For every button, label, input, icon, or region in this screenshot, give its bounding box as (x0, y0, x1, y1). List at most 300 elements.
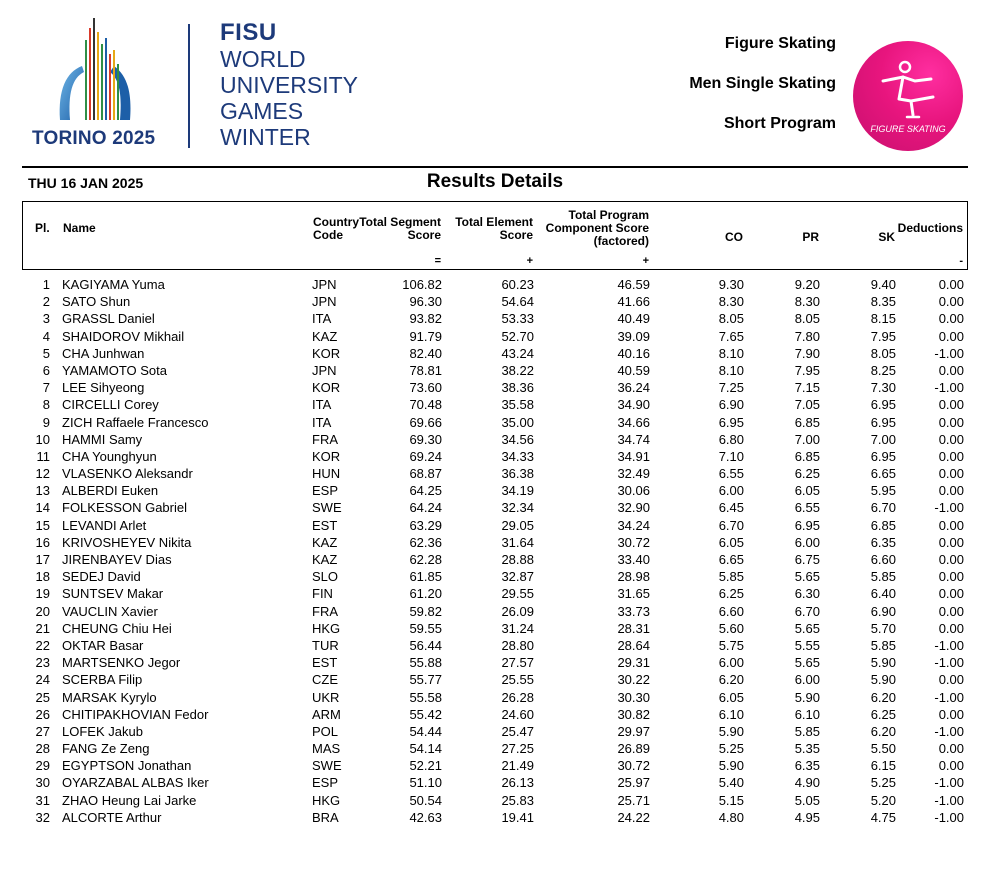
event-info (689, 32, 836, 152)
cell-place: 1 (42, 277, 50, 292)
cell-tes: 43.24 (501, 345, 534, 361)
cell-deductions: 0.00 (938, 277, 964, 292)
event-name: Men Single Skating (689, 75, 836, 92)
cell-place: 17 (35, 552, 50, 567)
col-country: Country Code (313, 215, 359, 242)
cell-tss: 63.29 (409, 517, 442, 533)
cell-co: 6.05 (718, 534, 744, 550)
cell-sk: 7.00 (870, 431, 896, 447)
cell-pr: 6.00 (794, 672, 820, 688)
table-row (22, 362, 968, 379)
table-row (22, 517, 968, 534)
cell-place: 4 (42, 328, 50, 344)
cell-co: 5.90 (718, 758, 744, 774)
cell-place: 26 (35, 706, 50, 722)
cell-deductions: 0.00 (938, 328, 964, 344)
cell-tss: 64.25 (409, 483, 442, 499)
cell-place: 3 (42, 311, 50, 327)
cell-tes: 32.87 (501, 569, 534, 585)
cell-pr: 5.35 (794, 741, 820, 757)
cell-name: HAMMI Samy (62, 431, 143, 447)
cell-tss: 62.36 (409, 534, 442, 550)
cell-pcs: 30.22 (617, 672, 650, 688)
sign-pcs: + (642, 255, 649, 267)
cell-place: 24 (35, 672, 50, 688)
cell-deductions: 0.00 (938, 603, 964, 619)
cell-pcs: 30.72 (617, 758, 650, 774)
cell-tes: 38.22 (501, 362, 534, 378)
cell-tes: 26.09 (501, 603, 534, 619)
cell-deductions: 0.00 (938, 741, 964, 757)
cell-tes: 25.83 (501, 792, 534, 808)
cell-tes: 26.13 (501, 775, 534, 791)
cell-pcs: 40.49 (617, 311, 650, 327)
cell-pcs: 28.98 (617, 569, 650, 585)
cell-tss: 78.81 (409, 362, 442, 378)
cell-tes: 32.34 (501, 500, 534, 516)
cell-pr: 5.65 (794, 569, 820, 585)
cell-place: 8 (42, 397, 50, 413)
table-row (22, 585, 968, 602)
table-header (22, 201, 968, 270)
cell-pr: 6.30 (794, 586, 820, 602)
cell-tes: 34.56 (501, 431, 534, 447)
fisu-line-games: GAMES (220, 98, 304, 124)
fisu-logo (220, 20, 358, 150)
cell-co: 8.30 (718, 294, 744, 310)
col-name: Name (63, 221, 96, 235)
cell-sk: 5.85 (870, 569, 896, 585)
figure-skating-badge (853, 41, 963, 151)
cell-name: CHEUNG Chiu Hei (62, 620, 172, 636)
torino-2025-text: TORINO 2025 (32, 128, 156, 149)
cell-tes: 29.55 (501, 586, 534, 602)
cell-deductions: -1.00 (934, 637, 964, 653)
table-row (22, 740, 968, 757)
cell-sk: 6.20 (870, 689, 896, 705)
cell-name: MARTSENKO Jegor (62, 655, 181, 671)
cell-tss: 62.28 (409, 552, 442, 567)
cell-pr: 5.90 (794, 689, 820, 705)
table-row (22, 534, 968, 551)
sport-name: Figure Skating (724, 35, 836, 52)
cell-sk: 6.85 (870, 517, 896, 533)
cell-tes: 53.33 (501, 311, 534, 327)
cell-tes: 36.38 (501, 466, 534, 482)
cell-country: KAZ (312, 552, 338, 567)
cell-sk: 5.90 (870, 672, 896, 688)
cell-co: 7.25 (718, 380, 744, 396)
table-row (22, 396, 968, 413)
cell-sk: 9.40 (870, 277, 896, 292)
cell-country: ITA (312, 311, 332, 327)
cell-tes: 29.05 (501, 517, 534, 533)
cell-co: 6.05 (718, 689, 744, 705)
cell-place: 15 (35, 517, 50, 533)
cell-place: 6 (42, 362, 50, 378)
cell-pcs: 30.06 (617, 483, 650, 499)
table-row (22, 792, 968, 809)
cell-name: LOFEK Jakub (62, 723, 143, 739)
cell-place: 13 (35, 483, 50, 499)
cell-pr: 5.85 (794, 723, 820, 739)
cell-country: ITA (312, 397, 332, 413)
cell-sk: 6.70 (870, 500, 896, 516)
cell-pcs: 26.89 (617, 741, 650, 757)
table-row (22, 431, 968, 448)
event-date: THU 16 JAN 2025 (28, 175, 144, 191)
cell-co: 6.00 (718, 483, 744, 499)
cell-tes: 31.64 (501, 534, 534, 550)
cell-pr: 6.85 (794, 414, 820, 430)
cell-place: 14 (35, 500, 50, 516)
cell-tss: 96.30 (409, 294, 442, 310)
cell-tes: 34.33 (501, 448, 534, 464)
cell-pr: 7.95 (794, 362, 820, 378)
cell-tes: 21.49 (501, 758, 534, 774)
col-sk: SK (878, 230, 895, 244)
cell-co: 8.05 (718, 311, 744, 327)
cell-tss: 69.66 (409, 414, 442, 430)
cell-name: LEVANDI Arlet (62, 517, 147, 533)
fisu-line-university: UNIVERSITY (220, 72, 359, 98)
col-deductions: Deductions (897, 221, 963, 235)
cell-place: 10 (35, 431, 50, 447)
sign-ded: - (959, 255, 963, 267)
cell-country: FRA (312, 603, 338, 619)
fisu-line-world: WORLD (220, 46, 306, 72)
cell-pcs: 40.59 (617, 362, 650, 378)
cell-country: HKG (312, 792, 341, 808)
cell-tss: 106.82 (402, 277, 442, 292)
cell-co: 4.80 (718, 809, 744, 825)
cell-co: 7.10 (718, 448, 744, 464)
cell-tes: 52.70 (501, 328, 534, 344)
cell-deductions: 0.00 (938, 706, 964, 722)
cell-country: ARM (312, 706, 341, 722)
cell-tes: 27.57 (501, 655, 534, 671)
cell-deductions: 0.00 (938, 448, 964, 464)
cell-tss: 93.82 (409, 311, 442, 327)
cell-deductions: -1.00 (934, 380, 964, 396)
cell-tss: 69.30 (409, 431, 442, 447)
cell-place: 29 (35, 758, 50, 774)
cell-name: FOLKESSON Gabriel (62, 500, 187, 516)
cell-place: 22 (35, 637, 50, 653)
cell-tss: 91.79 (409, 328, 442, 344)
cell-deductions: 0.00 (938, 431, 964, 447)
cell-name: KRIVOSHEYEV Nikita (62, 534, 192, 550)
cell-place: 28 (35, 741, 50, 757)
cell-country: FRA (312, 431, 338, 447)
cell-country: UKR (312, 689, 340, 705)
cell-tss: 64.24 (409, 500, 442, 516)
cell-pcs: 32.90 (617, 500, 650, 516)
cell-deductions: 0.00 (938, 586, 964, 602)
cell-name: GRASSL Daniel (62, 311, 155, 327)
cell-pr: 6.70 (794, 603, 820, 619)
cell-place: 21 (35, 620, 50, 636)
cell-pcs: 34.24 (617, 517, 650, 533)
table-row (22, 310, 968, 327)
cell-country: FIN (312, 586, 333, 602)
cell-sk: 8.35 (870, 294, 896, 310)
table-row (22, 551, 968, 568)
cell-sk: 4.75 (870, 809, 896, 825)
cell-tes: 35.58 (501, 397, 534, 413)
cell-pr: 8.30 (794, 294, 820, 310)
table-row (22, 345, 968, 362)
table-row (22, 482, 968, 499)
cell-pr: 6.95 (794, 517, 820, 533)
cell-co: 5.15 (718, 792, 744, 808)
cell-sk: 5.20 (870, 792, 896, 808)
cell-name: JIRENBAYEV Dias (62, 552, 172, 567)
cell-co: 8.10 (718, 345, 744, 361)
cell-sk: 6.95 (870, 397, 896, 413)
cell-deductions: 0.00 (938, 672, 964, 688)
cell-pcs: 25.71 (617, 792, 650, 808)
cell-pr: 6.85 (794, 448, 820, 464)
cell-place: 12 (35, 466, 50, 482)
cell-country: POL (312, 723, 339, 739)
cell-sk: 8.25 (870, 362, 896, 378)
cell-deductions: 0.00 (938, 620, 964, 636)
cell-tss: 59.55 (409, 620, 442, 636)
cell-tes: 25.47 (501, 723, 534, 739)
cell-name: SEDEJ David (62, 569, 141, 585)
table-row (22, 671, 968, 688)
cell-pcs: 28.64 (617, 637, 650, 653)
cell-deductions: -1.00 (934, 723, 964, 739)
cell-tes: 34.19 (501, 483, 534, 499)
cell-sk: 8.05 (870, 345, 896, 361)
cell-sk: 5.85 (870, 637, 896, 653)
table-row (22, 448, 968, 465)
cell-country: ESP (312, 775, 339, 791)
cell-sk: 5.25 (870, 775, 896, 791)
page-title: Results Details (426, 171, 564, 192)
fisu-line-winter: WINTER (220, 124, 311, 150)
cell-pr: 7.90 (794, 345, 820, 361)
cell-country: ESP (312, 483, 339, 499)
cell-name: OKTAR Basar (62, 637, 144, 653)
table-row (22, 723, 968, 740)
cell-tes: 60.23 (501, 277, 534, 292)
cell-pcs: 36.24 (617, 380, 650, 396)
cell-pcs: 33.40 (617, 552, 650, 567)
cell-deductions: 0.00 (938, 569, 964, 585)
cell-tss: 68.87 (409, 466, 442, 482)
cell-name: SHAIDOROV Mikhail (62, 328, 185, 344)
cell-pr: 6.25 (794, 466, 820, 482)
cell-deductions: 0.00 (938, 517, 964, 533)
cell-name: ALCORTE Arthur (62, 809, 162, 825)
cell-pcs: 29.97 (617, 723, 650, 739)
cell-place: 20 (35, 603, 50, 619)
cell-tes: 54.64 (501, 294, 534, 310)
table-row (22, 637, 968, 654)
col-total-element-score: Total Element Score (455, 215, 533, 242)
table-row (22, 706, 968, 723)
cell-tes: 38.36 (501, 380, 534, 396)
cell-co: 6.65 (718, 552, 744, 567)
cell-name: CHA Junhwan (62, 345, 145, 361)
cell-pr: 6.00 (794, 534, 820, 550)
cell-tes: 26.28 (501, 689, 534, 705)
cell-country: HKG (312, 620, 341, 636)
cell-co: 5.85 (718, 569, 744, 585)
cell-name: SUNTSEV Makar (62, 586, 164, 602)
cell-sk: 5.50 (870, 741, 896, 757)
cell-tes: 28.80 (501, 637, 534, 653)
cell-co: 6.80 (718, 431, 744, 447)
cell-co: 6.45 (718, 500, 744, 516)
cell-pcs: 41.66 (617, 294, 650, 310)
table-row (22, 379, 968, 396)
cell-deductions: -1.00 (934, 500, 964, 516)
cell-country: CZE (312, 672, 338, 688)
cell-tes: 24.60 (501, 706, 534, 722)
cell-co: 5.60 (718, 620, 744, 636)
col-program-component-score: Total Program Component Score (factored) (545, 208, 649, 248)
col-pl: Pl. (35, 221, 50, 235)
cell-co: 6.10 (718, 706, 744, 722)
table-row (22, 328, 968, 345)
cell-place: 16 (35, 534, 50, 550)
cell-tes: 35.00 (501, 414, 534, 430)
cell-pcs: 24.22 (617, 809, 650, 825)
cell-pcs: 30.82 (617, 706, 650, 722)
cell-co: 6.95 (718, 414, 744, 430)
cell-deductions: -1.00 (934, 655, 964, 671)
cell-place: 9 (42, 414, 50, 430)
cell-place: 5 (42, 345, 50, 361)
cell-name: ZICH Raffaele Francesco (62, 414, 209, 430)
cell-pcs: 34.74 (617, 431, 650, 447)
cell-sk: 6.95 (870, 448, 896, 464)
cell-pr: 6.10 (794, 706, 820, 722)
cell-pcs: 33.73 (617, 603, 650, 619)
header-rule (22, 166, 968, 168)
cell-country: KOR (312, 448, 341, 464)
cell-co: 6.90 (718, 397, 744, 413)
cell-co: 5.25 (718, 741, 744, 757)
cell-tss: 55.88 (409, 655, 442, 671)
cell-pr: 5.65 (794, 620, 820, 636)
cell-pcs: 30.30 (617, 689, 650, 705)
cell-tss: 69.24 (409, 448, 442, 464)
cell-deductions: -1.00 (934, 809, 964, 825)
cell-sk: 8.15 (870, 311, 896, 327)
cell-pcs: 34.90 (617, 397, 650, 413)
cell-deductions: 0.00 (938, 362, 964, 378)
table-row (22, 757, 968, 774)
cell-tes: 27.25 (501, 741, 534, 757)
cell-deductions: 0.00 (938, 466, 964, 482)
cell-name: CHA Younghyun (62, 448, 157, 464)
cell-tss: 70.48 (409, 397, 442, 413)
cell-pr: 5.55 (794, 637, 820, 653)
cell-pr: 4.95 (794, 809, 820, 825)
cell-country: SWE (312, 500, 342, 516)
cell-tss: 73.60 (409, 380, 442, 396)
cell-pcs: 29.31 (617, 655, 650, 671)
cell-sk: 6.20 (870, 723, 896, 739)
cell-tss: 42.63 (409, 809, 442, 825)
cell-pr: 7.80 (794, 328, 820, 344)
cell-pcs: 28.31 (617, 620, 650, 636)
cell-deductions: 0.00 (938, 758, 964, 774)
logo-divider (188, 24, 190, 148)
cell-place: 23 (35, 655, 50, 671)
cell-country: EST (312, 517, 338, 533)
cell-co: 6.00 (718, 655, 744, 671)
cell-sk: 5.70 (870, 620, 896, 636)
cell-name: YAMAMOTO Sota (62, 362, 167, 378)
cell-name: OYARZABAL ALBAS Iker (62, 775, 209, 791)
cell-pr: 5.05 (794, 792, 820, 808)
cell-name: CHITIPAKHOVIAN Fedor (62, 706, 209, 722)
table-row (22, 809, 968, 826)
cell-pcs: 25.97 (617, 775, 650, 791)
cell-place: 31 (35, 792, 50, 808)
cell-tss: 55.77 (409, 672, 442, 688)
cell-sk: 6.60 (870, 552, 896, 567)
cell-co: 6.20 (718, 672, 744, 688)
col-pr: PR (802, 230, 819, 244)
cell-deductions: 0.00 (938, 534, 964, 550)
cell-deductions: 0.00 (938, 483, 964, 499)
cell-country: JPN (312, 294, 337, 310)
cell-country: JPN (312, 362, 337, 378)
cell-place: 11 (36, 448, 50, 464)
cell-co: 9.30 (718, 277, 744, 292)
cell-country: BRA (312, 809, 339, 825)
figure-skater-icon (853, 41, 963, 151)
cell-tss: 51.10 (409, 775, 442, 791)
cell-pr: 6.75 (794, 552, 820, 567)
cell-pr: 6.55 (794, 500, 820, 516)
cell-country: KAZ (312, 534, 338, 550)
cell-tss: 55.42 (409, 706, 442, 722)
cell-pcs: 40.16 (617, 345, 650, 361)
cell-pr: 6.05 (794, 483, 820, 499)
cell-country: JPN (312, 277, 337, 292)
cell-deductions: 0.00 (938, 294, 964, 310)
cell-pcs: 34.66 (617, 414, 650, 430)
cell-co: 6.25 (718, 586, 744, 602)
cell-co: 7.65 (718, 328, 744, 344)
cell-tss: 52.21 (409, 758, 442, 774)
cell-sk: 6.90 (870, 603, 896, 619)
table-row (22, 603, 968, 620)
cell-name: MARSAK Kyrylo (62, 689, 157, 705)
cell-place: 19 (35, 586, 50, 602)
cell-deductions: 0.00 (938, 414, 964, 430)
col-total-segment-score: Total Segment Score (359, 215, 441, 242)
cell-country: ITA (312, 414, 332, 430)
cell-name: EGYPTSON Jonathan (62, 758, 192, 774)
sign-tes: + (526, 255, 533, 267)
cell-deductions: -1.00 (934, 775, 964, 791)
cell-name: ZHAO Heung Lai Jarke (62, 792, 197, 808)
cell-pcs: 30.72 (617, 534, 650, 550)
table-row (22, 414, 968, 431)
cell-sk: 6.35 (870, 534, 896, 550)
cell-deductions: -1.00 (934, 792, 964, 808)
cell-name: SATO Shun (62, 294, 131, 310)
